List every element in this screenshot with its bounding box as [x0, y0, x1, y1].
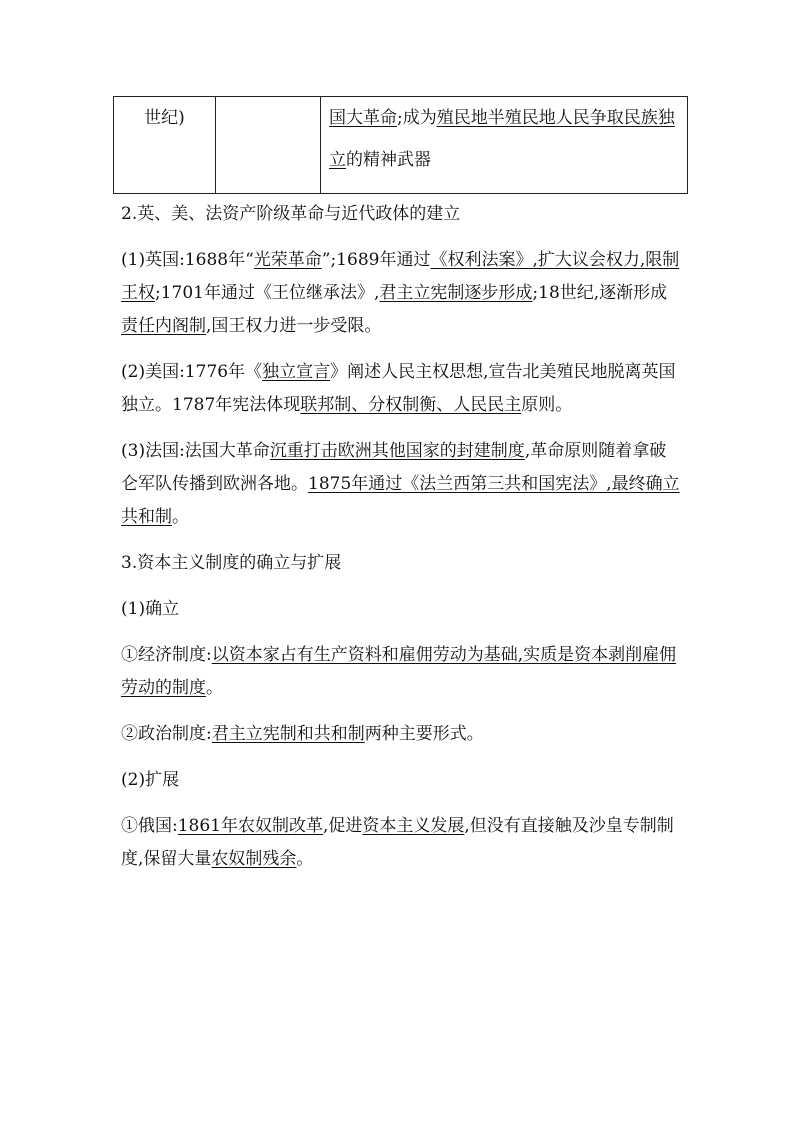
section-heading: [121, 547, 681, 580]
plain-text: 》阐述人民主权思想,宣告北美殖民地脱离英国独立。1787年宪法体现: [121, 362, 676, 415]
item-economic-system: [121, 639, 681, 705]
plain-text: 。: [296, 849, 314, 869]
subheading-text: (1)确立: [121, 599, 180, 619]
plain-text: ,促进: [323, 816, 363, 836]
underlined-text: 1875年通过《法兰西第三共和国宪法》,最终确立共和制: [121, 474, 680, 527]
underlined-text: 国大革命: [329, 108, 397, 128]
section-heading: [121, 198, 681, 231]
subheading-expand: [121, 764, 681, 797]
cell-text: 世纪): [144, 108, 185, 128]
underlined-text: 光荣革命: [253, 250, 322, 270]
plain-text: ”;1689年通过: [321, 250, 431, 270]
underlined-text: 以资本家占有生产资料和雇佣劳动为基础,实质是资本剥削雇佣劳动的制度: [121, 645, 677, 698]
underlined-text: 责任内阁制: [121, 316, 206, 336]
underlined-text: 沉重打击欧洲其他国家的封建制度: [269, 441, 525, 461]
subheading-establish: [121, 593, 681, 626]
plain-text: ;18世纪,逐渐形成: [532, 283, 668, 303]
table-fragment: [113, 96, 688, 194]
plain-text: (2)美国:1776年《: [121, 362, 263, 382]
paragraph-france: [121, 435, 681, 534]
paragraph-america: [121, 356, 681, 422]
plain-text: ②政治制度:: [121, 724, 212, 744]
item-political-system: [121, 718, 681, 751]
table-cell-century: [114, 97, 216, 194]
underlined-text: 1861年农奴制改革: [177, 816, 323, 836]
plain-text: ;成为: [397, 108, 437, 128]
table-cell-empty: [216, 97, 321, 194]
body-text: [121, 198, 681, 889]
plain-text: 两种主要形式。: [364, 724, 484, 744]
plain-text: ①俄国:: [121, 816, 178, 836]
subheading-text: (2)扩展: [121, 770, 180, 790]
underlined-text: 君主立宪制和共和制: [211, 724, 365, 744]
plain-text: ,但没有直接触及沙皇专制制度,保留大量: [121, 816, 674, 869]
paragraph-britain: [121, 244, 681, 343]
table-row: [114, 97, 688, 194]
underlined-text: 殖民地半殖民地人民争取民族独立: [329, 108, 675, 170]
underlined-text: 资本主义发展: [362, 816, 465, 836]
table-cell-significance: [321, 97, 688, 194]
plain-text: ,国王权力进一步受限。: [206, 316, 382, 336]
underlined-text: 《权利法案》,扩大议会权力,限制王权: [121, 250, 680, 303]
underlined-text: 独立宣言: [262, 362, 331, 382]
plain-text: ,革命原则随着拿破仑军队传播到欧洲各地。: [121, 441, 667, 494]
plain-text: ;1701年通过《王位继承法》,: [155, 283, 380, 303]
heading-text: 2.英、美、法资产阶级革命与近代政体的建立: [121, 204, 461, 224]
underlined-text: 联邦制、分权制衡、人民民主: [300, 395, 522, 415]
heading-text: 3.资本主义制度的确立与扩展: [121, 553, 342, 573]
plain-text: 原则。: [521, 395, 573, 415]
plain-text: 。: [206, 678, 223, 698]
plain-text: 的精神武器: [346, 150, 431, 170]
plain-text: (3)法国:法国大革命: [121, 441, 270, 461]
plain-text: (1)英国:1688年“: [121, 250, 254, 270]
item-russia: [121, 810, 681, 876]
plain-text: ①经济制度:: [121, 645, 212, 665]
underlined-text: 君主立宪制逐步形成: [379, 283, 533, 303]
underlined-text: 农奴制残余: [211, 849, 297, 869]
plain-text: 。: [172, 507, 189, 527]
